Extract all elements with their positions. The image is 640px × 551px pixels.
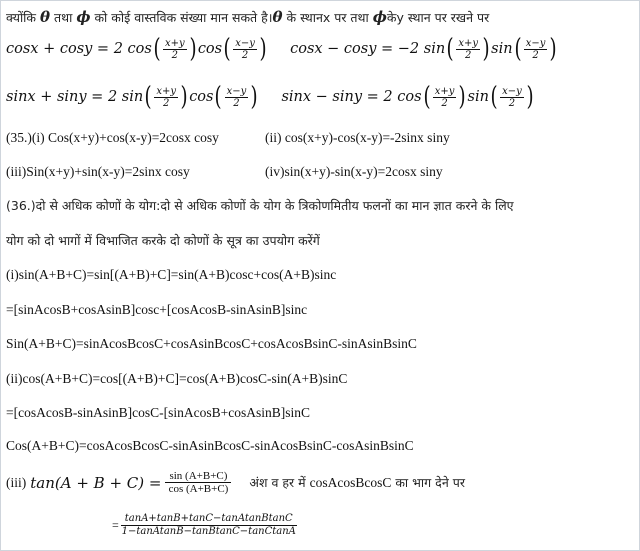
identity-iii: (iii)Sin(x+y)+sin(x-y)=2sinx cosy	[6, 164, 190, 179]
theta-symbol: θ	[40, 8, 51, 26]
step-cos-1: (ii)cos(A+B+C)=cos[(A+B)+C]=cos(A+B)cosC-sin(A+B)sinC	[6, 371, 348, 386]
eq1-fraction-3: $\frac{x+y}{2}$	[458, 37, 479, 61]
eq2-mid-text: cos	[189, 89, 214, 105]
phi-symbol: ϕ	[76, 8, 91, 26]
tan-note-1: अंश व हर में	[249, 475, 306, 490]
intro-line	[6, 8, 489, 26]
tan-fraction: $\frac{\sin (A+B+C)}{\cos (A+B+C)}$	[165, 470, 231, 495]
identity-iv: (iv)sin(x+y)-sin(x-y)=2cosx siny	[265, 164, 443, 179]
eq2-fraction-3: $\frac{x+y}{2}$	[434, 85, 455, 109]
eq2-right-mid-text: sin	[467, 89, 489, 105]
step-sin-2: =[sinAcosB+cosAsinB]cosc+[cosAcosB-sinAsinB]sinc	[6, 302, 308, 317]
tan-lhs: tan(A + B + C) =	[30, 473, 162, 492]
eq2-left-text: sinx + siny = 2 sin	[6, 89, 144, 105]
eq2-fraction-2: $\frac{x-y}{2}$	[226, 85, 247, 109]
eq1-right-text: cosx − cosy = −2 sin	[290, 41, 446, 57]
tan-note-rm: cosAcosBcosC	[309, 474, 392, 490]
eq1-mid-text: cos	[197, 41, 223, 57]
equation-row-2: sinx + siny = 2 sin ( $\frac{x+y}{2}$ ) cos ( $\frac{x-y}{2}$ ) sinx − siny = 2 cos ( $\frac{x+y}{2}$ ) sin ( $\frac{x-y}{2}$ )	[6, 82, 534, 112]
intro-text-1: क्योंकि	[6, 10, 37, 25]
intro-text-3: को कोई वास्तविक संख्या मान सकते है।	[94, 10, 273, 25]
identity-ii: (ii) cos(x+y)-cos(x-y)=-2sinx siny	[265, 130, 450, 145]
eq1-left-text: cosx + cosy = 2 cos	[6, 41, 152, 57]
eq2-fraction-1: $\frac{x+y}{2}$	[156, 85, 177, 109]
eq1-fraction-1: $\frac{x+y}{2}$	[164, 37, 185, 61]
tan-label: (iii)	[6, 474, 27, 490]
intro-text-4: के स्थानx पर तथा	[286, 10, 369, 25]
step-cos-3: Cos(A+B+C)=cosAcosBcosC-sinAsinBcosC-sinAcosBsinC-cosAsinBsinC	[6, 438, 414, 453]
eq1-fraction-4: $\frac{x-y}{2}$	[525, 37, 546, 61]
step-sin-1: (i)sin(A+B+C)=sin[(A+B)+C]=sin(A+B)cosc+cos(A+B)sinc	[6, 267, 337, 282]
step-sin-3: Sin(A+B+C)=sinAcosBcosC+cosAsinBcosC+cosAcosBsinC-sinAsinBsinC	[6, 336, 417, 351]
section36-line-2: योग को दो भागों में विभाजित करके दो कोणों के सूत्र का उपयोग करेंगें	[6, 233, 320, 248]
tan-result-fraction: $\frac{\text{tanA+tanB+tanC−tanAtanBtanC}}{\text{1−tanAtanB−tanBtanC−tanCtanA}}$	[121, 513, 296, 537]
eq2-right-text: sinx − siny = 2 cos	[281, 89, 422, 105]
identity-i: (35.)(i) Cos(x+y)+cos(x-y)=2cosx cosy	[6, 130, 219, 145]
tan-note-2: का भाग देने पर	[395, 475, 465, 490]
eq1-right-mid-text: sin	[491, 41, 513, 57]
equation-row-1: cosx + cosy = 2 cos ( $\frac{x+y}{2}$ ) cos ( $\frac{x-y}{2}$ ) cosx − cosy = −2 sin ( $\frac{x+y}{2}$ ) sin ( $\frac{x-y}{2}$ )	[6, 34, 558, 64]
tan-row	[6, 470, 465, 495]
theta-symbol-2: θ	[272, 8, 283, 26]
eq2-fraction-4: $\frac{x-y}{2}$	[502, 85, 522, 109]
intro-text-5: केy स्थान पर रखने पर	[386, 10, 490, 25]
phi-symbol-2: ϕ	[372, 8, 387, 26]
eq1-fraction-2: $\frac{x-y}{2}$	[235, 37, 255, 61]
step-cos-2: =[cosAcosB-sinAsinB]cosC-[sinAcosB+cosAsinB]sinC	[6, 405, 310, 420]
tan-result: = $\frac{\text{tanA+tanB+tanC−tanAtanBtanC}}{\text{1−tanAtanB−tanBtanC−tanCtanA}}$	[112, 513, 296, 537]
section36-line-1: (36.)दो से अधिक कोणों के योग:दो से अधिक कोणों के योग के त्रिकोणमितीय फलनों का मान ज्ञात करने के लिए	[6, 198, 514, 213]
intro-text-2: तथा	[54, 10, 73, 25]
